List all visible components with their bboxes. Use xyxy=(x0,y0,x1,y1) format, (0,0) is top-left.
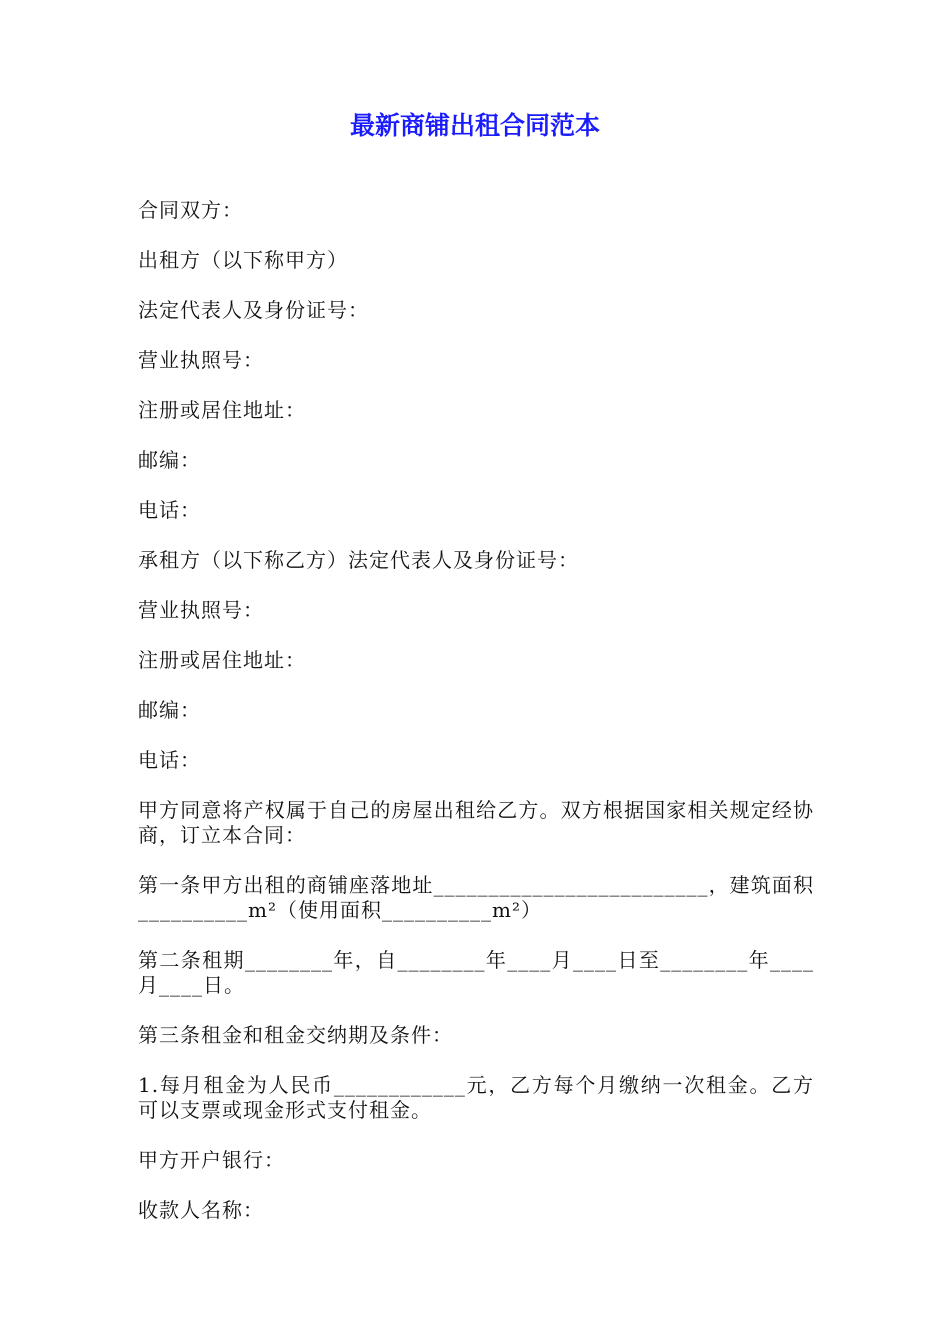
paragraph-article-one: 第一条甲方出租的商铺座落地址_________________________，建筑面积__________m²（使用面积__________m²） xyxy=(138,873,814,922)
paragraph-lessee-postcode: 邮编： xyxy=(138,698,201,722)
paragraph-lessor: 出租方（以下称甲方） xyxy=(138,248,348,272)
paragraph-lessor-representative: 法定代表人及身份证号： xyxy=(138,298,369,322)
paragraph-lessor-postcode: 邮编： xyxy=(138,448,201,472)
document-title: 最新商铺出租合同范本 xyxy=(349,111,600,140)
paragraph-lessee-phone: 电话： xyxy=(138,748,201,772)
paragraph-lessor-phone: 电话： xyxy=(138,498,201,522)
paragraph-lessee-license: 营业执照号： xyxy=(138,598,264,622)
paragraph-payee: 收款人名称： xyxy=(138,1198,264,1222)
document-body xyxy=(138,198,814,1248)
paragraph-agreement-intro: 甲方同意将产权属于自己的房屋出租给乙方。双方根据国家相关规定经协商，订立本合同： xyxy=(138,798,814,847)
paragraph-rent-amount: 1.每月租金为人民币____________元，乙方每个月缴纳一次租金。乙方可以支票或现金形式支付租金。 xyxy=(138,1073,814,1122)
paragraph-article-three: 第三条租金和租金交纳期及条件： xyxy=(138,1023,453,1047)
paragraph-lessor-license: 营业执照号： xyxy=(138,348,264,372)
paragraph-bank: 甲方开户银行： xyxy=(138,1148,285,1172)
paragraph-contract-parties: 合同双方： xyxy=(138,198,243,222)
paragraph-lessor-address: 注册或居住地址： xyxy=(138,398,306,422)
paragraph-lessee-representative: 承租方（以下称乙方）法定代表人及身份证号： xyxy=(138,548,579,572)
paragraph-article-two: 第二条租期________年，自________年____月____日至________年____月____日。 xyxy=(138,948,814,997)
paragraph-lessee-address: 注册或居住地址： xyxy=(138,648,306,672)
